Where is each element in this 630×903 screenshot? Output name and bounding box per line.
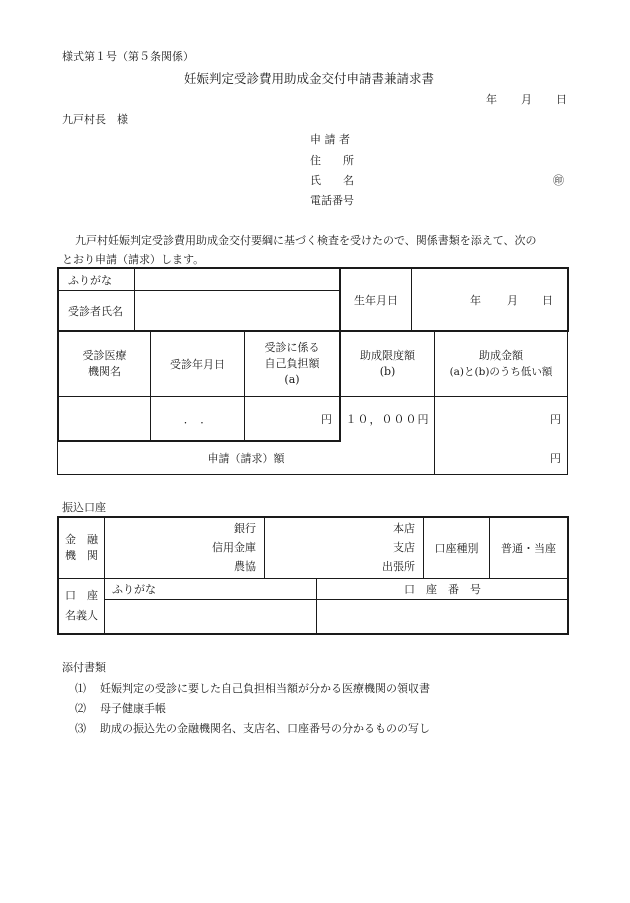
clinic-value[interactable]: [59, 397, 150, 440]
branch-name-field[interactable]: [265, 518, 423, 578]
attachment-item: 助成の振込先の金融機関名、支店名、口座番号の分かるものの写し: [100, 722, 430, 735]
account-number-field[interactable]: [317, 600, 567, 633]
grant-amount-header-line: (a)と(b)のうち低い額: [449, 366, 553, 378]
attachment-number: ⑴: [75, 682, 86, 695]
birth-year-unit: 年: [470, 294, 481, 307]
birth-day-unit: 日: [542, 294, 553, 307]
form-number: 様式第１号（第５条関係）: [62, 50, 194, 63]
branch-type-head: 本店: [393, 522, 415, 535]
furigana-label: ふりがな: [68, 273, 112, 287]
visit-date-header: 受診年月日: [170, 358, 225, 371]
clinic-header-line: 受診医療: [82, 349, 127, 362]
visit-date-value[interactable]: ． ．: [183, 412, 212, 426]
phone-label: 電話番号: [310, 194, 354, 207]
intro-line-1: 九戸村妊娠判定受診費用助成金交付要綱に基づく検査を受けたので、関係書類を添えて、次の: [75, 234, 537, 247]
address-label: 住 所: [310, 154, 354, 167]
limit-header-line: (b): [379, 365, 396, 378]
financial-institution-label-line: 金 融: [65, 533, 98, 546]
birth-month-unit: 月: [507, 294, 518, 307]
limit-value: １０，０００円: [345, 412, 430, 426]
birthdate-value[interactable]: [412, 269, 567, 330]
financial-institution-label-line: 機 関: [65, 549, 98, 562]
bank-type-nokyo: 農協: [234, 560, 256, 573]
clinic-header: [59, 332, 150, 396]
name-label: 氏 名: [310, 174, 354, 187]
applicant-label: 申 請 者: [310, 133, 350, 146]
account-holder-label: [59, 579, 104, 633]
attachment-number: ⑶: [75, 722, 86, 735]
holder-furigana-label: ふりがな: [112, 583, 156, 596]
date-year-label: 年: [486, 93, 497, 106]
birthdate-label: 生年月日: [354, 293, 398, 307]
financial-institution-label: [59, 518, 104, 578]
attachment-item: 母子健康手帳: [100, 702, 166, 715]
limit-header: [341, 332, 434, 396]
account-number-label: 口 座 番 号: [404, 583, 481, 596]
intro-line-2: とおり申請（請求）します。: [62, 253, 205, 266]
furigana-value[interactable]: [135, 269, 338, 290]
date-month-label: 月: [521, 93, 532, 106]
grid-line: [567, 330, 568, 475]
self-cost-header-line: (a): [284, 373, 300, 386]
self-cost-header-line: 受診に係る: [264, 341, 320, 354]
grid-line: [57, 474, 568, 475]
form-title: 妊娠判定受診費用助成金交付申請書兼請求書: [184, 71, 435, 86]
account-holder-label-line: 名義人: [65, 609, 98, 622]
account-type-label: 口座種別: [434, 542, 479, 555]
self-cost-value[interactable]: 円: [321, 412, 332, 426]
self-cost-header-line: 自己負担額: [264, 357, 320, 370]
attachment-item: 妊娠判定の受診に要した自己負担相当額が分かる医療機関の領収書: [100, 682, 430, 695]
account-type-value[interactable]: 普通・当座: [501, 542, 556, 555]
branch-type-branch: 支店: [393, 541, 415, 554]
account-holder-label-line: 口 座: [65, 589, 98, 602]
limit-header-line: 助成限度額: [360, 349, 415, 362]
patient-name-label: 受診者氏名: [68, 304, 123, 318]
grant-amount-value[interactable]: 円: [550, 412, 561, 426]
bank-type-bank: 銀行: [234, 522, 256, 535]
branch-type-sub: 出張所: [382, 560, 415, 573]
request-amount-label: 申請（請求）額: [207, 451, 285, 465]
attachment-number: ⑵: [75, 702, 86, 715]
date-day-label: 日: [556, 93, 567, 106]
request-amount-value[interactable]: 円: [550, 451, 561, 465]
grant-amount-header-line: 助成金額: [479, 349, 523, 362]
attachments-label: 添付書類: [62, 661, 106, 674]
addressee: 九戸村長 様: [62, 113, 128, 126]
transfer-account-label: 振込口座: [62, 501, 106, 514]
bank-type-shinkin: 信用金庫: [212, 541, 256, 554]
seal-mark: ㊞: [553, 174, 564, 187]
self-cost-header: [245, 332, 339, 396]
grant-amount-header: [435, 332, 567, 396]
bank-name-field[interactable]: [105, 518, 264, 578]
clinic-header-line: 機関名: [88, 365, 121, 378]
patient-name-value[interactable]: [135, 291, 338, 330]
holder-name-field[interactable]: [105, 600, 316, 633]
